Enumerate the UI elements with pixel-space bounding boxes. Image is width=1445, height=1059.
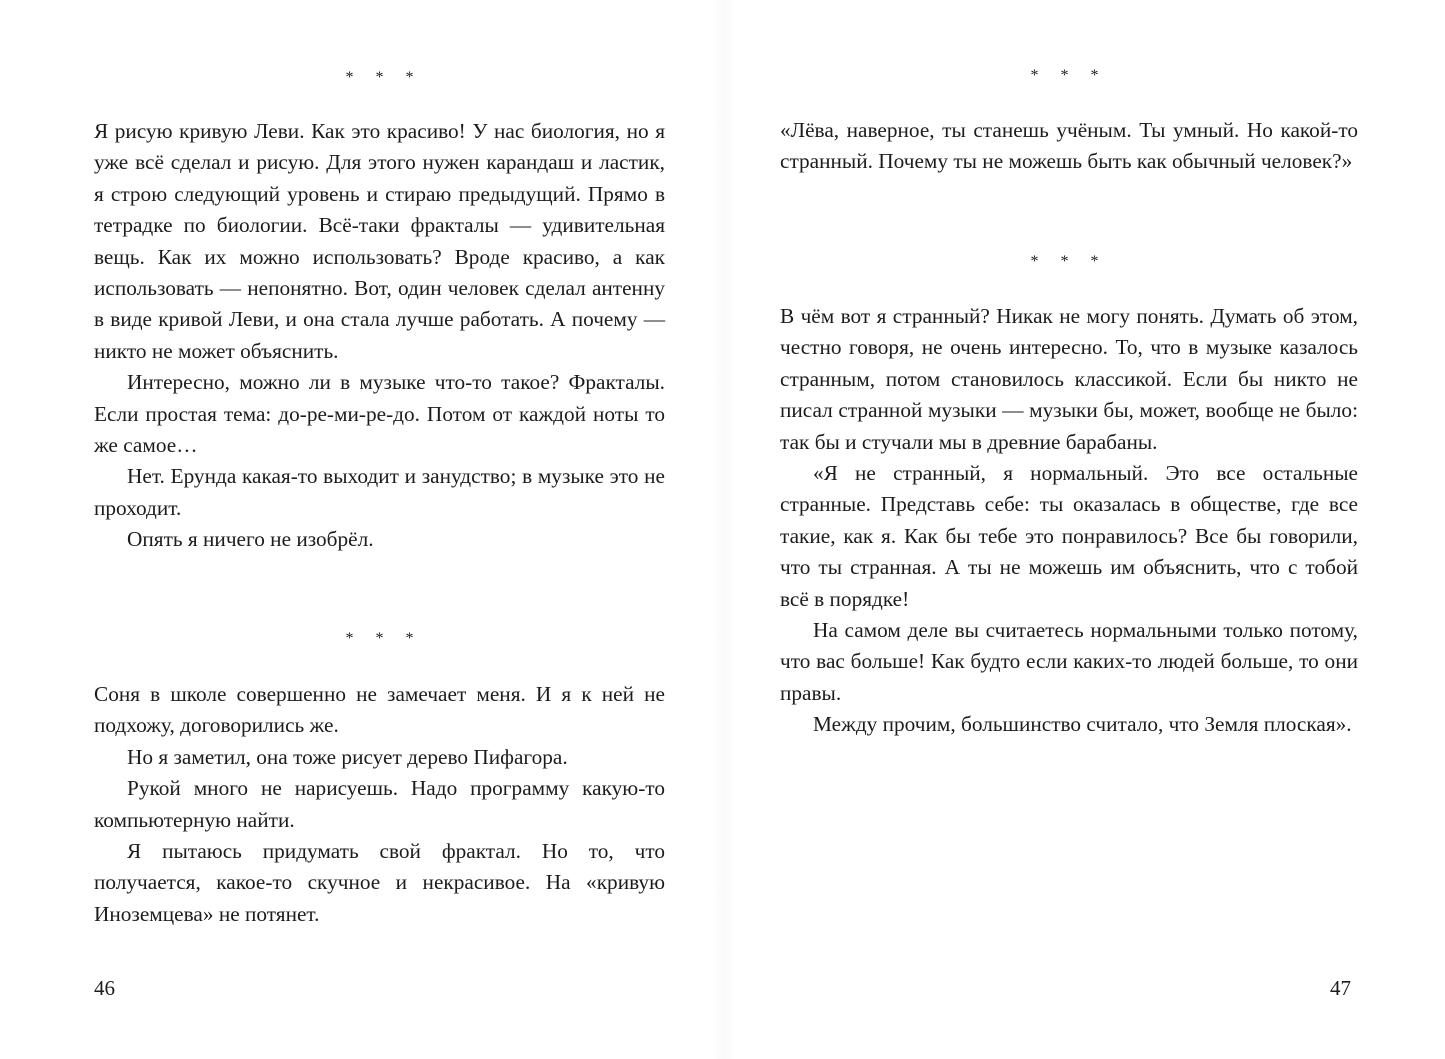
paragraph: Опять я ничего не изобрёл. [127,527,374,552]
paragraph: Я рисую кривую Леви. Как это красиво! У нас биология, но я уже всё сделал и рисую. Для этого нужен карандаш и ластик, я строю следующий уровень и стираю предыдущий. Прямо в тетрадке по биологии. Всё-таки фракталы — удивительная вещь. Как их можно использовать? Вроде красиво, а как использовать — непонятно. Вот, один человек сделал антенну в виде кривой Леви, и она стала лучше работать. А почему — никто не может объяснить. [94,119,665,363]
text-block [780,115,1358,178]
paragraph: Между прочим, большинство считало, что Земля плоская». [813,712,1352,737]
section-separator: * * * [345,69,423,86]
page-number: 47 [1330,976,1351,1000]
paragraph: На самом деле вы считаетесь нормальными только потому, что вас больше! Как будто если каких-то людей больше, то они правы. [780,618,1358,705]
paragraph: Нет. Ерунда какая-то выходит и занудство; в музыке это не проходит. [94,464,665,520]
section-separator: * * * [1030,253,1108,270]
section-separator: * * * [345,630,423,647]
paragraph: Интересно, можно ли в музыке что-то такое? Фракталы. Если простая тема: до-ре-ми-ре-до. Потом от каждой ноты то же самое… [94,370,665,458]
left-page [0,0,722,1059]
paragraph: Соня в школе совершенно не замечает меня. И я к ней не подхожу, договорились же. [94,682,665,738]
paragraph: Я пытаюсь придумать свой фрактал. Но то, что получается, какое-то скучное и некрасивое. На «кривую Иноземцева» не потянет. [94,839,665,926]
text-block [780,301,1358,741]
text-block [94,116,665,556]
page-number: 46 [94,976,115,1000]
section-separator: * * * [1030,67,1108,84]
right-page [722,0,1445,1059]
paragraph: Но я заметил, она тоже рисует дерево Пифагора. [127,744,568,769]
paragraph: В чём вот я странный? Никак не могу понять. Думать об этом, честно говоря, не очень интересно. То, что в музыке казалось странным, потом становилось классикой. Если бы никто не писал странной музыки — музыки бы, может, вообще не было: так бы и стучали мы в древние барабаны. [780,304,1358,454]
paragraph: «Я не странный, я нормальный. Это все остальные странные. Представь себе: ты оказалась в обществе, где все такие, как я. Как бы тебе это понравилось? Все бы говорили, что ты странная. А ты не можешь им объяснить, что с тобой всё в порядке! [780,461,1358,611]
paragraph: «Лёва, наверное, ты станешь учёным. Ты умный. Но какой-то странный. Почему ты не можешь быть как обычный человек?» [780,118,1358,174]
text-block [94,679,665,930]
paragraph: Рукой много не нарисуешь. Надо программу какую-то компьютерную найти. [94,776,665,832]
